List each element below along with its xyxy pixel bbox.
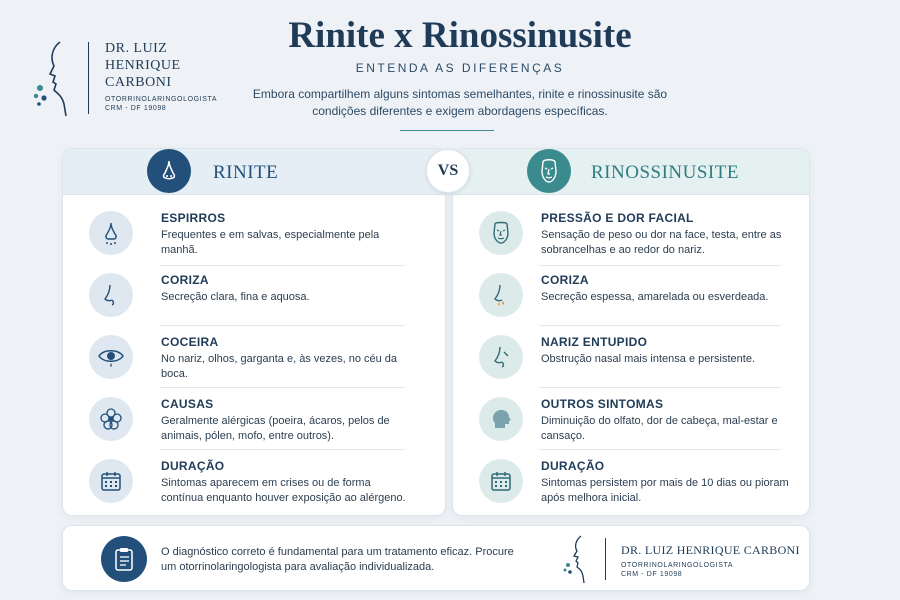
- item-title: NARIZ ENTUPIDO: [541, 335, 648, 349]
- rinossinusite-item-text: [541, 459, 791, 506]
- footer-card: [62, 525, 810, 591]
- rinite-panel: [62, 148, 446, 516]
- item-desc: Diminuição do olfato, dor de cabeça, mal-estar e cansaço.: [541, 415, 778, 442]
- rinossinusite-item-nariz-entupido: [453, 327, 809, 387]
- item-title: CAUSAS: [161, 397, 214, 411]
- brand-crm: CRM - DF 19098: [105, 105, 167, 112]
- rinossinusite-item-text: [541, 273, 791, 305]
- brand-divider: [88, 42, 89, 114]
- row-divider: [159, 387, 405, 388]
- calendar-icon: [89, 459, 133, 503]
- footer-info: [621, 543, 811, 578]
- item-desc: Sensação de peso ou dor na face, testa, entre as sobrancelhas e ao redor do nariz.: [541, 229, 782, 256]
- rinite-item-text: [161, 397, 411, 444]
- rinite-item-text: [161, 211, 411, 258]
- brand-name: DR. LUIZ HENRIQUE CARBONI: [105, 41, 181, 90]
- page-subtitle: ENTENDA AS DIFERENÇAS: [355, 61, 565, 75]
- rinossinusite-title: RINOSSINUSITE: [591, 162, 739, 183]
- clipboard-icon: [101, 536, 147, 582]
- rinossinusite-header: [453, 149, 809, 195]
- footer-divider: [605, 538, 606, 580]
- row-divider: [539, 325, 781, 326]
- eye-icon: [89, 335, 133, 379]
- item-desc: No nariz, olhos, garganta e, às vezes, no céu da boca.: [161, 353, 398, 380]
- brand-text: [105, 40, 245, 112]
- face-sinus-icon: [527, 149, 571, 193]
- nose-icon: [147, 149, 191, 193]
- vs-badge: VS: [426, 149, 470, 193]
- row-divider: [159, 449, 405, 450]
- rinossinusite-item-text: [541, 397, 791, 444]
- face-profile-icon: [561, 534, 591, 584]
- rinite-item-coceira: [63, 327, 445, 387]
- item-desc: Sintomas persistem por mais de 10 dias ou pioram após melhora inicial.: [541, 477, 789, 504]
- face-profile-icon: [30, 38, 74, 118]
- item-title: PRESSÃO E DOR FACIAL: [541, 211, 694, 225]
- rinite-item-text: [161, 273, 411, 305]
- sneeze-nose-icon: [89, 211, 133, 255]
- rinite-item-text: [161, 335, 411, 382]
- nose-drip-icon: [479, 273, 523, 317]
- item-title: CORIZA: [541, 273, 589, 287]
- item-desc: Obstrução nasal mais intensa e persistente.: [541, 353, 756, 365]
- rinite-title: RINITE: [213, 162, 279, 183]
- rinite-item-duracao: [63, 451, 445, 511]
- nose-blocked-icon: [479, 335, 523, 379]
- row-divider: [539, 387, 781, 388]
- rinossinusite-item-text: [541, 211, 791, 258]
- rinossinusite-item-dor-facial: [453, 203, 809, 263]
- face-pain-icon: [479, 211, 523, 255]
- flower-icon: [89, 397, 133, 441]
- intro-text: Embora compartilhem alguns sintomas semelhantes, rinite e rinossinusite são condições diferentes e exigem abordagens específicas.: [252, 87, 668, 118]
- row-divider: [539, 449, 781, 450]
- item-title: CORIZA: [161, 273, 209, 287]
- item-desc: Secreção espessa, amarelada ou esverdeada.: [541, 291, 769, 303]
- footer-brand: [561, 534, 801, 584]
- rinite-item-text: [161, 459, 411, 506]
- rinossinusite-item-text: [541, 335, 791, 367]
- item-desc: Frequentes e em salvas, especialmente pela manhã.: [161, 229, 380, 256]
- page-title: Rinite x Rinossinusite: [288, 15, 632, 56]
- rinossinusite-item-coriza: [453, 265, 809, 325]
- intro-divider: [400, 130, 494, 131]
- item-title: DURAÇÃO: [161, 459, 225, 473]
- footer-name: DR. LUIZ HENRIQUE CARBONI: [621, 543, 800, 557]
- item-desc: Sintomas aparecem em crises ou de forma contínua enquanto houver exposição ao alérgeno.: [161, 477, 406, 504]
- rinite-header: [63, 149, 445, 195]
- item-desc: Secreção clara, fina e aquosa.: [161, 291, 310, 303]
- footer-crm: CRM - DF 19098: [621, 571, 683, 578]
- row-divider: [159, 325, 405, 326]
- brand-block: [30, 38, 240, 123]
- calendar-icon: [479, 459, 523, 503]
- footer-role: OTORRINOLARINGOLOGISTA: [621, 562, 734, 569]
- rinite-item-espirros: [63, 203, 445, 263]
- item-desc: Geralmente alérgicas (poeira, ácaros, pelos de animais, pólen, mofo, entre outros).: [161, 415, 390, 442]
- item-title: COCEIRA: [161, 335, 219, 349]
- item-title: ESPIRROS: [161, 211, 226, 225]
- rinossinusite-item-duracao: [453, 451, 809, 511]
- footer-text: O diagnóstico correto é fundamental para um tratamento eficaz. Procure um otorrinolaringologista para avaliação individualizada.: [161, 546, 514, 573]
- brand-role: OTORRINOLARINGOLOGISTA: [105, 96, 218, 103]
- nose-profile-icon: [89, 273, 133, 317]
- head-profile-icon: [479, 397, 523, 441]
- item-title: OUTROS SINTOMAS: [541, 397, 664, 411]
- rinite-item-causas: [63, 389, 445, 449]
- item-title: DURAÇÃO: [541, 459, 605, 473]
- rinossinusite-item-outros-sintomas: [453, 389, 809, 449]
- rinite-item-coriza: [63, 265, 445, 325]
- rinossinusite-panel: [452, 148, 810, 516]
